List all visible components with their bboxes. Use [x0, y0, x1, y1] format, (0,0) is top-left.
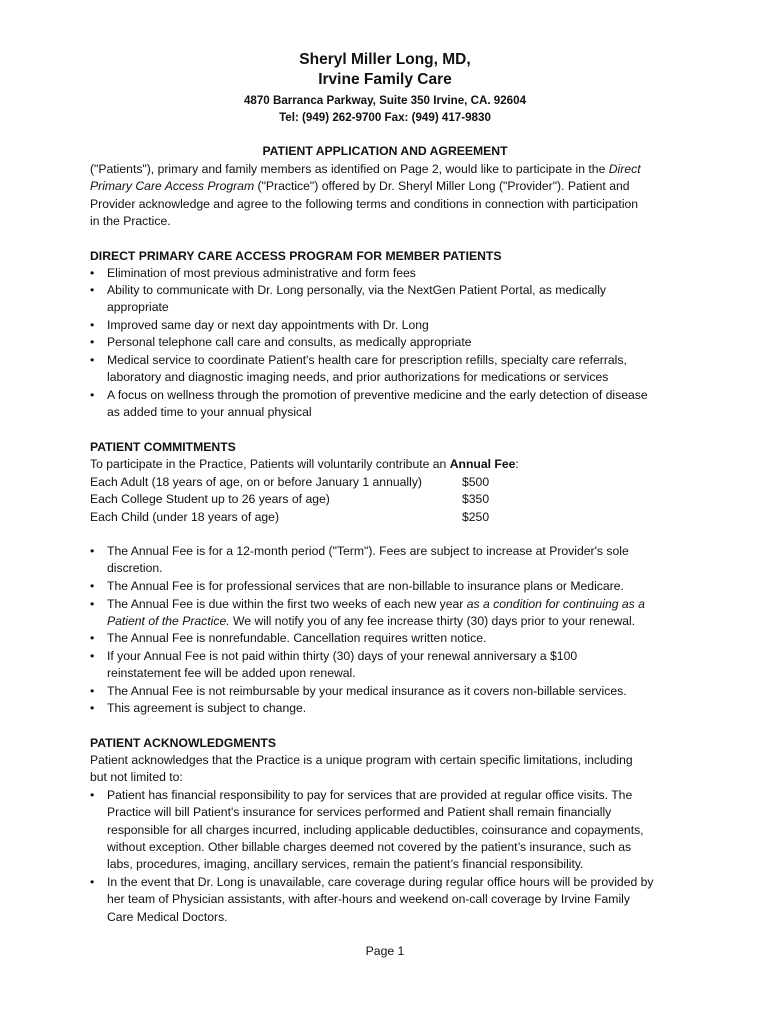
acknowledgment-item: Patient has financial responsibility to pay for services that are provided at regular office visits. The	[107, 788, 633, 802]
commitment-item: The Annual Fee is for a 12-month period ("Term"). Fees are subject to increase at Provider's sole	[107, 544, 629, 558]
acknowledgments-title: PATIENT ACKNOWLEDGMENTS	[90, 736, 276, 750]
program-item-cont: laboratory and diagnostic imaging needs, and prior authorizations for medications or services	[107, 370, 609, 384]
acknowledgments-intro: Patient acknowledges that the Practice is a unique program with certain specific limitations, including	[90, 753, 633, 767]
bullet: •	[90, 353, 95, 367]
agreement-intro-line-4: in the Practice.	[90, 214, 171, 228]
acknowledgment-item-cont: labs, procedures, imaging, ancillary services, remain the patient’s financial responsibility.	[107, 857, 584, 871]
acknowledgment-item: In the event that Dr. Long is unavailable, care coverage during regular office hours will be provided by	[107, 875, 654, 889]
bullet: •	[90, 597, 95, 611]
bullet: •	[90, 266, 95, 280]
commitment-item: The Annual Fee is due within the first two weeks of each new year as a condition for continuing as a	[107, 597, 645, 611]
program-item: Medical service to coordinate Patient's health care for prescription refills, specialty care referrals,	[107, 353, 627, 367]
physician-name: Sheryl Miller Long, MD,	[299, 51, 471, 68]
program-item: A focus on wellness through the promotion of preventive medicine and the early detection of disease	[107, 388, 648, 402]
fee-amount: $250	[462, 510, 490, 524]
fee-label: Each Adult (18 years of age, on or before January 1 annually)	[90, 475, 422, 489]
commitment-item-cont: reinstatement fee will be added upon renewal.	[107, 666, 356, 680]
fee-label: Each College Student up to 26 years of age)	[90, 492, 330, 506]
acknowledgment-item-cont: Care Medical Doctors.	[107, 910, 228, 924]
commitment-item-cont: Patient of the Practice. We will notify you of any fee increase thirty (30) days prior to your renewal.	[107, 614, 636, 628]
acknowledgment-item-cont: responsible for all charges incurred, including applicable deductibles, coinsurance and copayments,	[107, 823, 644, 837]
program-item: Elimination of most previous administrative and form fees	[107, 266, 416, 280]
bullet: •	[90, 649, 95, 663]
program-item-cont: appropriate	[107, 300, 169, 314]
bullet: •	[90, 335, 95, 349]
fee-amount: $350	[462, 492, 490, 506]
commitments-title: PATIENT COMMITMENTS	[90, 440, 236, 454]
practice-address: 4870 Barranca Parkway, Suite 350 Irvine, CA. 92604	[243, 94, 527, 107]
commitments-intro: To participate in the Practice, Patients will voluntarily contribute an Annual Fee:	[90, 457, 519, 471]
commitment-item: If your Annual Fee is not paid within thirty (30) days of your renewal anniversary a $100	[107, 649, 578, 663]
program-item: Improved same day or next day appointments with Dr. Long	[107, 318, 429, 332]
page-number: Page 1	[365, 944, 405, 958]
agreement-title: PATIENT APPLICATION AND AGREEMENT	[262, 144, 508, 158]
acknowledgments-intro-cont: but not limited to:	[90, 770, 183, 784]
bullet: •	[90, 388, 95, 402]
program-item-cont: as added time to your annual physical	[107, 405, 312, 419]
commitment-item: The Annual Fee is not reimbursable by your medical insurance as it covers non-billable services.	[107, 684, 627, 698]
acknowledgment-item-cont: Practice will bill Patient's insurance for services performed and Patient shall remain financially	[107, 805, 612, 819]
bullet: •	[90, 544, 95, 558]
fee-amount: $500	[462, 475, 490, 489]
bullet: •	[90, 283, 95, 297]
bullet: •	[90, 631, 95, 645]
bullet: •	[90, 875, 95, 889]
acknowledgment-item-cont: her team of Physician assistants, with after-hours and weekend on-call coverage by Irvine Family	[107, 892, 630, 906]
practice-name: Irvine Family Care	[318, 71, 452, 88]
commitment-item-cont: discretion.	[107, 561, 163, 575]
program-item: Ability to communicate with Dr. Long personally, via the NextGen Patient Portal, as medically	[107, 283, 607, 297]
bullet: •	[90, 684, 95, 698]
commitment-item: The Annual Fee is for professional services that are non-billable to insurance plans or Medicare.	[107, 579, 624, 593]
fee-label: Each Child (under 18 years of age)	[90, 510, 280, 524]
bullet: •	[90, 318, 95, 332]
agreement-intro-line-1: ("Patients"), primary and family members as identified on Page 2, would like to participate in the Direct	[90, 162, 641, 176]
program-item: Personal telephone call care and consults, as medically appropriate	[107, 335, 472, 349]
bullet: •	[90, 788, 95, 802]
acknowledgment-item-cont: without exception. Other billable charges deemed not covered by the patient’s insurance, such as	[107, 840, 632, 854]
commitment-item: The Annual Fee is nonrefundable. Cancellation requires written notice.	[107, 631, 487, 645]
agreement-intro-line-3: Provider acknowledge and agree to the following terms and conditions in connection with participation	[90, 197, 639, 211]
bullet: •	[90, 701, 95, 715]
bullet: •	[90, 579, 95, 593]
practice-phone: Tel: (949) 262-9700 Fax: (949) 417-9830	[279, 111, 491, 124]
commitment-item: This agreement is subject to change.	[107, 701, 307, 715]
agreement-intro-line-2: Primary Care Access Program ("Practice") offered by Dr. Sheryl Miller Long ("Provider"). Patient and	[90, 179, 630, 193]
program-title: DIRECT PRIMARY CARE ACCESS PROGRAM FOR MEMBER PATIENTS	[90, 249, 502, 263]
